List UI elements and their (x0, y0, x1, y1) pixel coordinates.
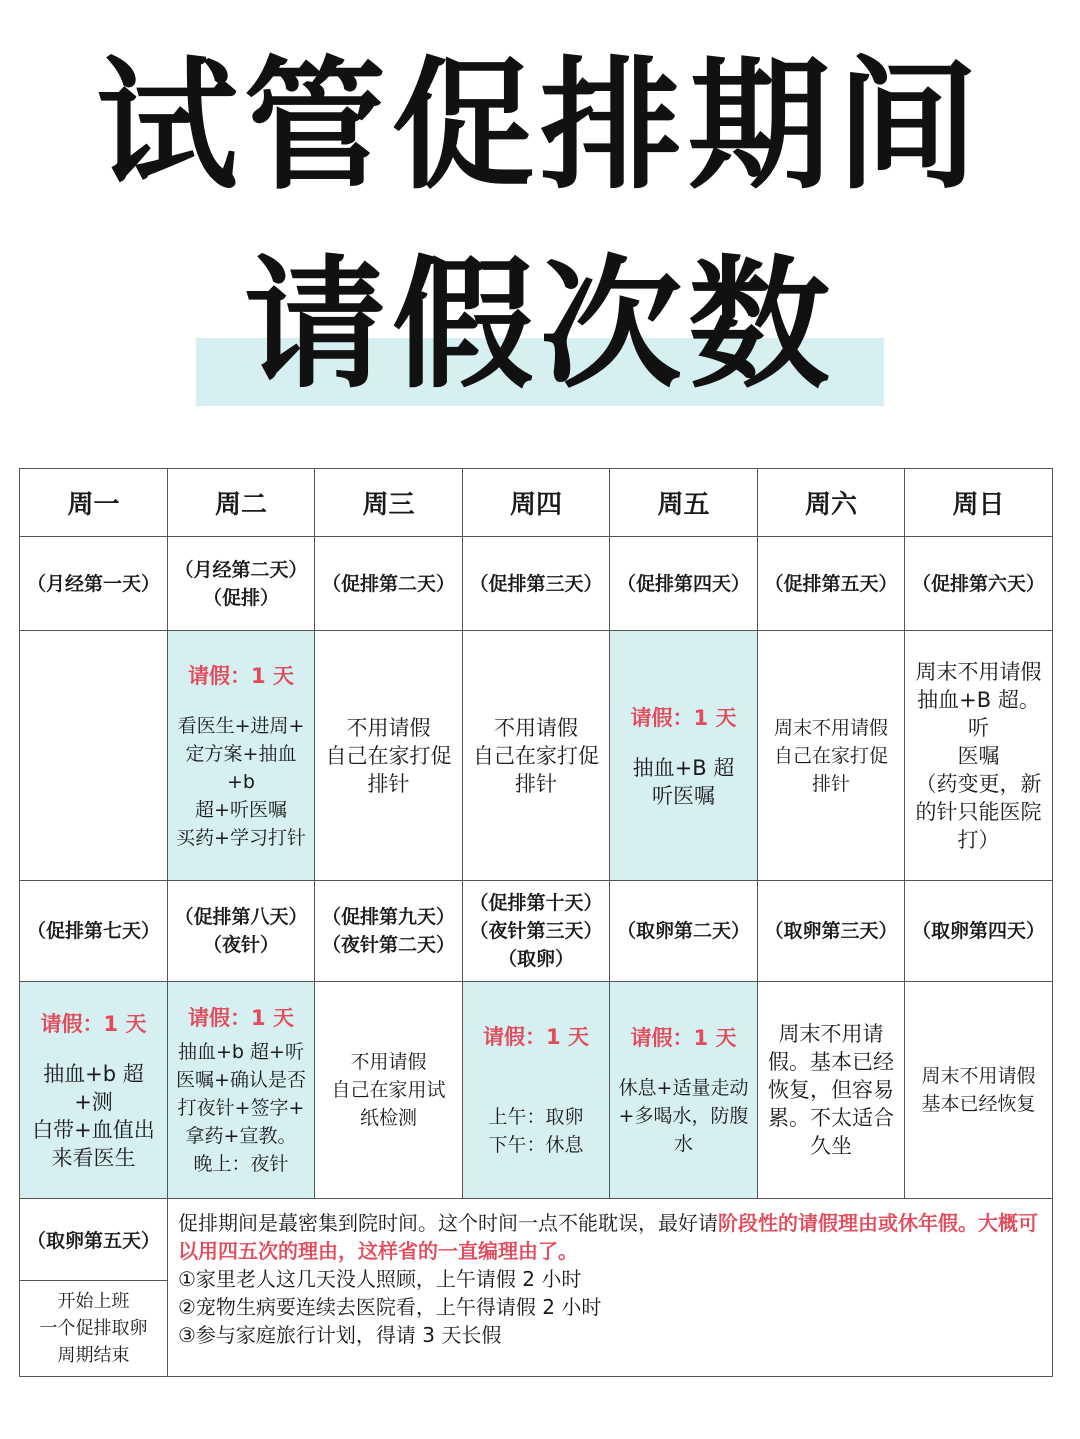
phase-cell: （月经第一天） (20, 537, 168, 631)
detail-cell: 周末不用请 假。基本已经 恢复，但容易 累。不太适合 久坐 (758, 982, 905, 1199)
detail-cell: 周末不用请假 自己在家打促 排针 (758, 631, 905, 881)
day-header: 周一 (20, 469, 168, 537)
day-header: 周日 (905, 469, 1053, 537)
detail-cell-leave: 请假：1 天 抽血+b 超+听 医嘱+确认是否 打夜针+签字+ 拿药+宣教。 晚上：夜针 (168, 982, 315, 1199)
weekday-header-row (20, 469, 1053, 537)
leave-label: 请假：1 天 (188, 663, 294, 688)
phase-cell: （月经第二天） （促排） (168, 537, 315, 631)
phase-cell: （促排第七天） (20, 881, 168, 982)
footer-row-1 (20, 1199, 1053, 1281)
detail-cell-leave: 请假：1 天 抽血+B 超 听医嘱 (610, 631, 758, 881)
week2-phase-row (20, 881, 1053, 982)
phase-cell: （促排第九天） （夜针第二天） (315, 881, 463, 982)
reason-item: ③参与家庭旅行计划，得请 3 天长假 (178, 1323, 502, 1347)
detail-cell: 不用请假 自己在家打促 排针 (315, 631, 463, 881)
detail-cell: 不用请假 自己在家用试 纸检测 (315, 982, 463, 1199)
day-header: 周二 (168, 469, 315, 537)
leave-label: 请假：1 天 (630, 1026, 737, 1050)
day-header: 周五 (610, 469, 758, 537)
detail-cell-leave: 请假：1 天 休息+适量走动 +多喝水，防腹 水 (610, 982, 758, 1199)
phase-cell: （取卵第二天） (610, 881, 758, 982)
detail-cell: 周末不用请假 抽血+B 超。听 医嘱 （药变更，新 的针只能医院 打） (905, 631, 1053, 881)
page-title-line2: 请假次数 (244, 243, 836, 408)
reason-item: ①家里老人这几天没人照顾，上午请假 2 小时 (178, 1267, 582, 1291)
detail-cell: 不用请假 自己在家打促 排针 (463, 631, 610, 881)
phase-cell: （促排第八天） （夜针） (168, 881, 315, 982)
day-header: 周六 (758, 469, 905, 537)
notes-panel (168, 1199, 1053, 1377)
cycle-end-label: 开始上班 一个促排取卵 周期结束 (20, 1281, 168, 1377)
leave-label: 请假：1 天 (483, 1025, 589, 1049)
phase-cell: （促排第五天） (758, 537, 905, 631)
reason-item: ②宠物生病要连续去医院看，上午得请假 2 小时 (178, 1295, 602, 1319)
note-intro: 促排期间是蕞密集到院时间。这个时间一点不能耽误，最好请 (178, 1211, 718, 1235)
detail-cell (20, 631, 168, 881)
week1-phase-row (20, 537, 1053, 631)
schedule-table (19, 468, 1053, 1377)
phase-cell: （促排第六天） (905, 537, 1053, 631)
detail-cell: 周末不用请假 基本已经恢复 (905, 982, 1053, 1199)
phase-cell: （促排第十天） （夜针第三天） （取卵） (463, 881, 610, 982)
week1-detail-row (20, 631, 1053, 881)
detail-cell-leave: 请假：1 天 上午：取卵 下午：休息 (463, 982, 610, 1199)
day-header: 周四 (463, 469, 610, 537)
leave-label: 请假：1 天 (188, 1006, 294, 1030)
detail-cell-leave: 请假：1 天 看医生+进周+ 定方案+抽血+b 超+听医嘱 买药+学习打针 (168, 631, 315, 881)
detail-cell-leave: 请假：1 天 抽血+b 超+测 白带+血值出 来看医生 (20, 982, 168, 1199)
phase-cell: （取卵第四天） (905, 881, 1053, 982)
week2-detail-row (20, 982, 1053, 1199)
day-header: 周三 (315, 469, 463, 537)
phase-cell: （促排第三天） (463, 537, 610, 631)
footer-phase-label: （取卵第五天） (20, 1199, 168, 1281)
phase-cell: （促排第二天） (315, 537, 463, 631)
note-highlight: 阶段性的请假理由或休年假。大概可以用四五次的理由，这样省的一直编理由了。 (178, 1211, 1038, 1263)
leave-label: 请假：1 天 (630, 705, 737, 730)
leave-label: 请假：1 天 (40, 1012, 147, 1036)
phase-cell: （促排第四天） (610, 537, 758, 631)
page-title-line1: 试管促排期间 (96, 44, 984, 209)
phase-cell: （取卵第三天） (758, 881, 905, 982)
